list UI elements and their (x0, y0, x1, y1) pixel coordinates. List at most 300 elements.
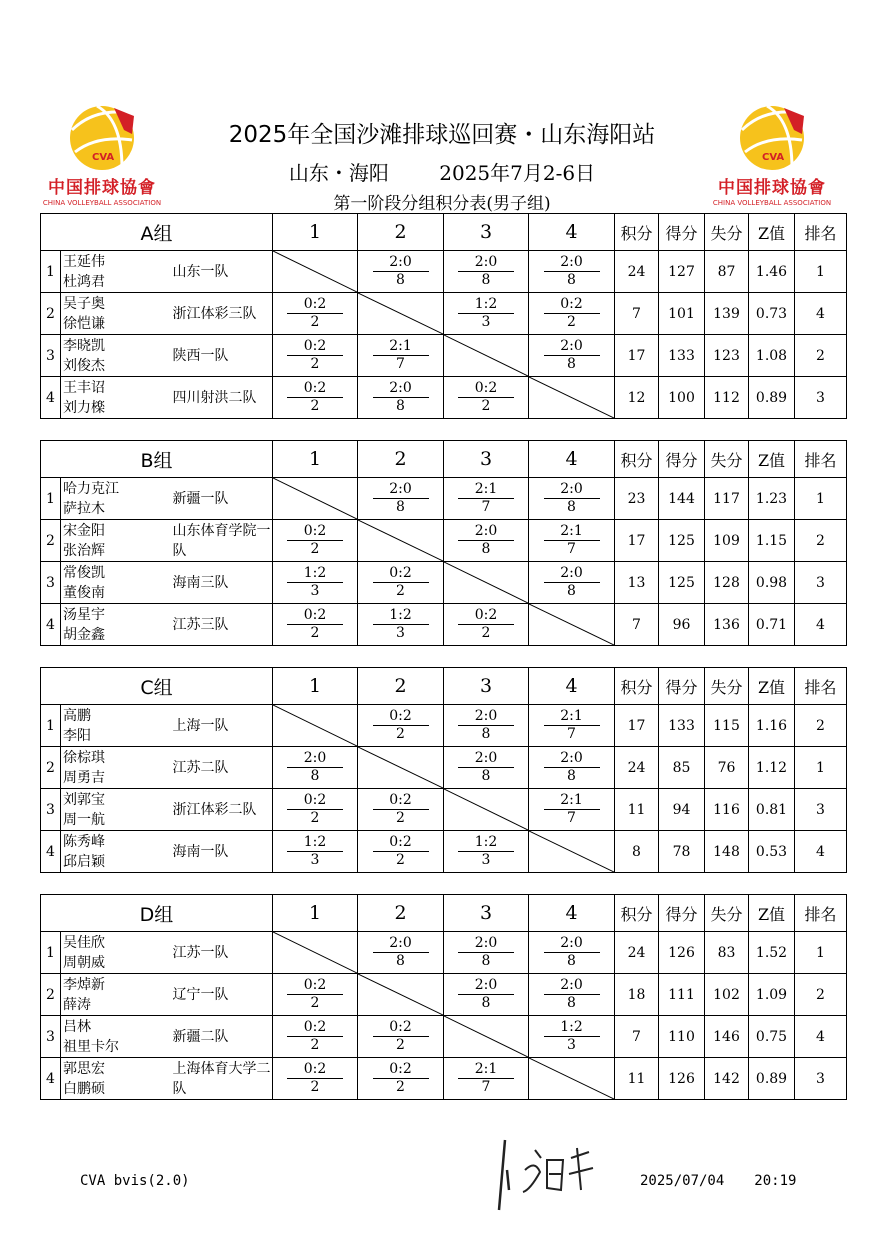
player-names (61, 335, 171, 377)
team-name: 江苏二队 (171, 747, 273, 789)
player-2: 祖里卡尔 (63, 1038, 119, 1055)
match-result (444, 293, 529, 335)
signature (485, 1130, 615, 1224)
seed-number: 3 (41, 789, 61, 831)
match-result (358, 831, 444, 873)
table-row (41, 251, 847, 293)
match-points: 2 (396, 1079, 405, 1095)
points-won: 126 (659, 1058, 705, 1100)
column-header: 积分 (615, 214, 659, 251)
set-score: 0:2 (287, 1061, 343, 1079)
points-won: 126 (659, 932, 705, 974)
z-value: 0.89 (749, 377, 795, 419)
player-names (61, 251, 171, 293)
rank: 1 (795, 478, 847, 520)
match-result (273, 831, 358, 873)
match-result (444, 377, 529, 419)
seed-number: 4 (41, 1058, 61, 1100)
match-result (273, 747, 358, 789)
table-row (41, 478, 847, 520)
player-1: 吴佳欣 (63, 934, 105, 951)
group-name: C组 (41, 668, 273, 705)
self-match-cell (444, 562, 529, 604)
player-1: 汤星宇 (63, 606, 105, 623)
match-result (273, 520, 358, 562)
match-points: 2 (396, 726, 405, 742)
match-points: 7 (567, 810, 576, 826)
player-1: 高鹏 (63, 707, 91, 724)
column-header: 积分 (615, 441, 659, 478)
logo-en-text: CHINA VOLLEYBALL ASSOCIATION (712, 199, 832, 207)
column-header: 排名 (795, 668, 847, 705)
self-match-cell (444, 335, 529, 377)
points-won: 101 (659, 293, 705, 335)
match-points: 8 (481, 726, 491, 742)
match-points: 3 (310, 852, 320, 868)
table-row (41, 789, 847, 831)
z-value: 1.16 (749, 705, 795, 747)
column-header: 得分 (659, 214, 705, 251)
set-score: 2:1 (373, 338, 429, 356)
column-header: 排名 (795, 214, 847, 251)
seed-number: 3 (41, 1016, 61, 1058)
column-header: 1 (273, 895, 358, 932)
points-lost: 115 (705, 705, 749, 747)
total-points: 24 (615, 932, 659, 974)
set-score: 0:2 (287, 1019, 343, 1037)
player-names (61, 478, 171, 520)
player-2: 徐恺谦 (63, 315, 105, 332)
player-2: 周一航 (63, 811, 105, 828)
seed-number: 1 (41, 478, 61, 520)
match-result (444, 974, 529, 1016)
player-2: 胡金鑫 (63, 626, 105, 643)
set-score: 2:1 (458, 481, 514, 499)
seed-number: 4 (41, 831, 61, 873)
team-name: 浙江体彩二队 (171, 789, 273, 831)
team-name: 上海一队 (171, 705, 273, 747)
match-result (358, 604, 444, 646)
svg-text:CVA: CVA (92, 152, 115, 163)
z-value: 0.73 (749, 293, 795, 335)
z-value: 0.89 (749, 1058, 795, 1100)
points-won: 125 (659, 562, 705, 604)
points-lost: 148 (705, 831, 749, 873)
match-result (358, 478, 444, 520)
points-lost: 102 (705, 974, 749, 1016)
set-score: 0:2 (373, 708, 429, 726)
player-names (61, 932, 171, 974)
match-result (358, 1058, 444, 1100)
match-points: 2 (481, 625, 491, 641)
z-value: 1.12 (749, 747, 795, 789)
match-result (529, 1016, 615, 1058)
set-score: 2:1 (544, 523, 600, 541)
player-names (61, 377, 171, 419)
match-result (529, 251, 615, 293)
total-points: 11 (615, 1058, 659, 1100)
column-header: 1 (273, 441, 358, 478)
self-match-cell (273, 932, 358, 974)
player-names (61, 974, 171, 1016)
z-value: 0.53 (749, 831, 795, 873)
column-header: Z值 (749, 214, 795, 251)
player-2: 李阳 (63, 727, 91, 744)
self-match-cell (273, 705, 358, 747)
match-result (358, 932, 444, 974)
rank: 2 (795, 974, 847, 1016)
set-score: 0:2 (287, 380, 343, 398)
group-name: D组 (41, 895, 273, 932)
match-result (358, 377, 444, 419)
rank: 3 (795, 377, 847, 419)
column-header: 排名 (795, 441, 847, 478)
seed-number: 2 (41, 520, 61, 562)
self-match-cell (358, 747, 444, 789)
set-score: 2:0 (373, 935, 429, 953)
set-score: 0:2 (373, 792, 429, 810)
match-result (529, 747, 615, 789)
rank: 3 (795, 562, 847, 604)
player-1: 陈秀峰 (63, 833, 105, 850)
match-points: 2 (310, 995, 320, 1011)
match-points: 8 (396, 272, 405, 288)
player-1: 郭思宏 (63, 1060, 105, 1077)
page-title: 2025年全国沙滩排球巡回赛・山东海阳站 (228, 122, 656, 148)
set-score: 2:0 (287, 750, 343, 768)
match-points: 3 (567, 1037, 576, 1053)
match-points: 2 (310, 314, 320, 330)
match-result (444, 705, 529, 747)
set-score: 2:1 (544, 792, 600, 810)
team-name: 海南三队 (171, 562, 273, 604)
set-score: 1:2 (287, 565, 343, 583)
set-score: 0:2 (287, 338, 343, 356)
table-row (41, 562, 847, 604)
team-name: 山东体育学院一队 (171, 520, 273, 562)
player-1: 吕林 (63, 1018, 91, 1035)
group-table (40, 894, 847, 1100)
logo-en-text: CHINA VOLLEYBALL ASSOCIATION (42, 199, 162, 207)
set-score: 0:2 (287, 792, 343, 810)
points-lost: 116 (705, 789, 749, 831)
self-match-cell (444, 789, 529, 831)
seed-number: 2 (41, 747, 61, 789)
total-points: 18 (615, 974, 659, 1016)
match-points: 8 (396, 953, 405, 969)
set-score: 0:2 (287, 977, 343, 995)
set-score: 2:0 (544, 481, 600, 499)
player-2: 刘力檪 (63, 399, 105, 416)
match-result (273, 1058, 358, 1100)
table-row (41, 335, 847, 377)
set-score: 2:1 (458, 1061, 514, 1079)
player-names (61, 293, 171, 335)
column-header: 得分 (659, 668, 705, 705)
match-points: 8 (567, 995, 576, 1011)
points-won: 144 (659, 478, 705, 520)
set-score: 2:0 (373, 380, 429, 398)
column-header: 失分 (705, 668, 749, 705)
subtitle (0, 157, 884, 186)
self-match-cell (273, 251, 358, 293)
match-result (444, 932, 529, 974)
set-score: 0:2 (458, 607, 514, 625)
table-row (41, 974, 847, 1016)
column-header: 2 (358, 441, 444, 478)
logo-cn-text: 中国排球協會 (718, 178, 826, 198)
points-lost: 112 (705, 377, 749, 419)
print-timestamp (640, 1173, 826, 1189)
column-header: 1 (273, 214, 358, 251)
match-result (273, 789, 358, 831)
match-points: 3 (481, 852, 491, 868)
match-points: 3 (481, 314, 491, 330)
points-lost: 83 (705, 932, 749, 974)
total-points: 7 (615, 293, 659, 335)
match-points: 8 (567, 583, 576, 599)
player-1: 宋金阳 (63, 522, 105, 539)
z-value: 1.15 (749, 520, 795, 562)
set-score: 2:0 (458, 254, 514, 272)
group-table (40, 667, 847, 873)
table-row (41, 377, 847, 419)
set-score: 2:0 (458, 750, 514, 768)
rank: 1 (795, 747, 847, 789)
match-result (529, 932, 615, 974)
match-points: 2 (567, 314, 576, 330)
player-1: 王丰诏 (63, 379, 105, 396)
column-header: Z值 (749, 668, 795, 705)
match-points: 8 (567, 499, 576, 515)
set-score: 2:0 (458, 977, 514, 995)
team-name: 四川射洪二队 (171, 377, 273, 419)
points-lost: 139 (705, 293, 749, 335)
seed-number: 1 (41, 251, 61, 293)
set-score: 1:2 (458, 296, 514, 314)
points-won: 94 (659, 789, 705, 831)
match-points: 8 (481, 768, 491, 784)
match-result (529, 293, 615, 335)
points-won: 96 (659, 604, 705, 646)
column-header: 3 (444, 441, 529, 478)
dates-text: 2025年7月2-6日 (439, 161, 596, 185)
player-names (61, 831, 171, 873)
seed-number: 4 (41, 604, 61, 646)
svg-text:CVA: CVA (762, 152, 785, 163)
column-header: 积分 (615, 668, 659, 705)
match-result (444, 1058, 529, 1100)
match-points: 7 (567, 541, 576, 557)
column-header: 2 (358, 214, 444, 251)
points-lost: 142 (705, 1058, 749, 1100)
set-score: 2:0 (373, 481, 429, 499)
match-points: 2 (396, 810, 405, 826)
group-name: B组 (41, 441, 273, 478)
location-text: 山东・海阳 (288, 161, 389, 185)
player-names (61, 705, 171, 747)
seed-number: 1 (41, 932, 61, 974)
rank: 1 (795, 932, 847, 974)
z-value: 1.23 (749, 478, 795, 520)
seed-number: 3 (41, 562, 61, 604)
player-2: 萨拉木 (63, 500, 105, 517)
rank: 2 (795, 705, 847, 747)
set-score: 0:2 (458, 380, 514, 398)
table-row (41, 1058, 847, 1100)
player-2: 周勇吉 (63, 769, 105, 786)
match-points: 2 (310, 625, 320, 641)
match-points: 8 (481, 541, 491, 557)
player-names (61, 604, 171, 646)
player-names (61, 562, 171, 604)
z-value: 1.08 (749, 335, 795, 377)
rank: 4 (795, 831, 847, 873)
total-points: 24 (615, 747, 659, 789)
rank: 1 (795, 251, 847, 293)
points-won: 110 (659, 1016, 705, 1058)
column-header: 3 (444, 895, 529, 932)
set-score: 0:2 (287, 607, 343, 625)
total-points: 17 (615, 705, 659, 747)
seed-number: 3 (41, 335, 61, 377)
player-2: 张治辉 (63, 542, 105, 559)
self-match-cell (358, 520, 444, 562)
player-names (61, 789, 171, 831)
points-lost: 123 (705, 335, 749, 377)
print-time: 20:19 (754, 1173, 797, 1189)
team-name: 江苏一队 (171, 932, 273, 974)
match-points: 3 (396, 625, 405, 641)
match-result (358, 789, 444, 831)
player-1: 常俊凯 (63, 564, 105, 581)
set-score: 2:0 (373, 254, 429, 272)
match-points: 8 (567, 356, 576, 372)
rank: 2 (795, 335, 847, 377)
set-score: 2:0 (544, 565, 600, 583)
match-points: 2 (310, 398, 320, 414)
player-2: 邱启颖 (63, 853, 105, 870)
column-header: 失分 (705, 895, 749, 932)
match-points: 2 (396, 583, 405, 599)
match-points: 8 (481, 272, 491, 288)
set-score: 2:0 (458, 935, 514, 953)
team-name: 浙江体彩三队 (171, 293, 273, 335)
print-date: 2025/07/04 (640, 1173, 725, 1189)
group-name: A组 (41, 214, 273, 251)
match-result (444, 520, 529, 562)
set-score: 0:2 (373, 1061, 429, 1079)
team-name: 陕西一队 (171, 335, 273, 377)
column-header: 4 (529, 668, 615, 705)
player-2: 董俊南 (63, 584, 105, 601)
points-lost: 136 (705, 604, 749, 646)
column-header: 3 (444, 668, 529, 705)
column-header: 2 (358, 895, 444, 932)
team-name: 新疆一队 (171, 478, 273, 520)
team-name: 辽宁一队 (171, 974, 273, 1016)
points-won: 133 (659, 705, 705, 747)
team-name: 江苏三队 (171, 604, 273, 646)
column-header: 4 (529, 441, 615, 478)
match-result (358, 335, 444, 377)
self-match-cell (444, 1016, 529, 1058)
player-2: 白鹏硕 (63, 1080, 105, 1097)
rank: 4 (795, 1016, 847, 1058)
column-header: Z值 (749, 895, 795, 932)
set-score: 2:0 (544, 977, 600, 995)
points-lost: 146 (705, 1016, 749, 1058)
seed-number: 2 (41, 974, 61, 1016)
match-points: 8 (567, 953, 576, 969)
set-score: 1:2 (544, 1019, 600, 1037)
rank: 3 (795, 789, 847, 831)
match-result (529, 335, 615, 377)
match-points: 2 (310, 1079, 320, 1095)
table-row (41, 520, 847, 562)
total-points: 12 (615, 377, 659, 419)
match-result (529, 789, 615, 831)
column-header: 2 (358, 668, 444, 705)
match-result (529, 520, 615, 562)
player-1: 李焯新 (63, 976, 105, 993)
table-row (41, 604, 847, 646)
match-points: 2 (481, 398, 491, 414)
rank: 4 (795, 293, 847, 335)
set-score: 1:2 (287, 834, 343, 852)
points-won: 127 (659, 251, 705, 293)
player-1: 吴子奥 (63, 295, 105, 312)
total-points: 17 (615, 520, 659, 562)
match-result (273, 1016, 358, 1058)
column-header: 3 (444, 214, 529, 251)
player-names (61, 1016, 171, 1058)
set-score: 2:0 (544, 750, 600, 768)
column-header: 排名 (795, 895, 847, 932)
match-points: 8 (567, 272, 576, 288)
total-points: 13 (615, 562, 659, 604)
match-result (358, 251, 444, 293)
set-score: 1:2 (458, 834, 514, 852)
column-header: 得分 (659, 895, 705, 932)
z-value: 1.52 (749, 932, 795, 974)
rank: 2 (795, 520, 847, 562)
total-points: 8 (615, 831, 659, 873)
set-score: 0:2 (544, 296, 600, 314)
column-header: 积分 (615, 895, 659, 932)
z-value: 0.81 (749, 789, 795, 831)
seed-number: 1 (41, 705, 61, 747)
group-table (40, 440, 847, 646)
player-names (61, 520, 171, 562)
match-points: 2 (396, 852, 405, 868)
points-won: 133 (659, 335, 705, 377)
player-1: 王延伟 (63, 253, 105, 270)
match-points: 2 (310, 1037, 320, 1053)
player-1: 哈力克江 (63, 480, 119, 497)
match-result (444, 478, 529, 520)
self-match-cell (358, 293, 444, 335)
rank: 3 (795, 1058, 847, 1100)
points-won: 100 (659, 377, 705, 419)
match-points: 8 (481, 953, 491, 969)
seed-number: 2 (41, 293, 61, 335)
self-match-cell (529, 377, 615, 419)
set-score: 2:0 (458, 708, 514, 726)
points-won: 111 (659, 974, 705, 1016)
table-row (41, 932, 847, 974)
column-header: Z值 (749, 441, 795, 478)
